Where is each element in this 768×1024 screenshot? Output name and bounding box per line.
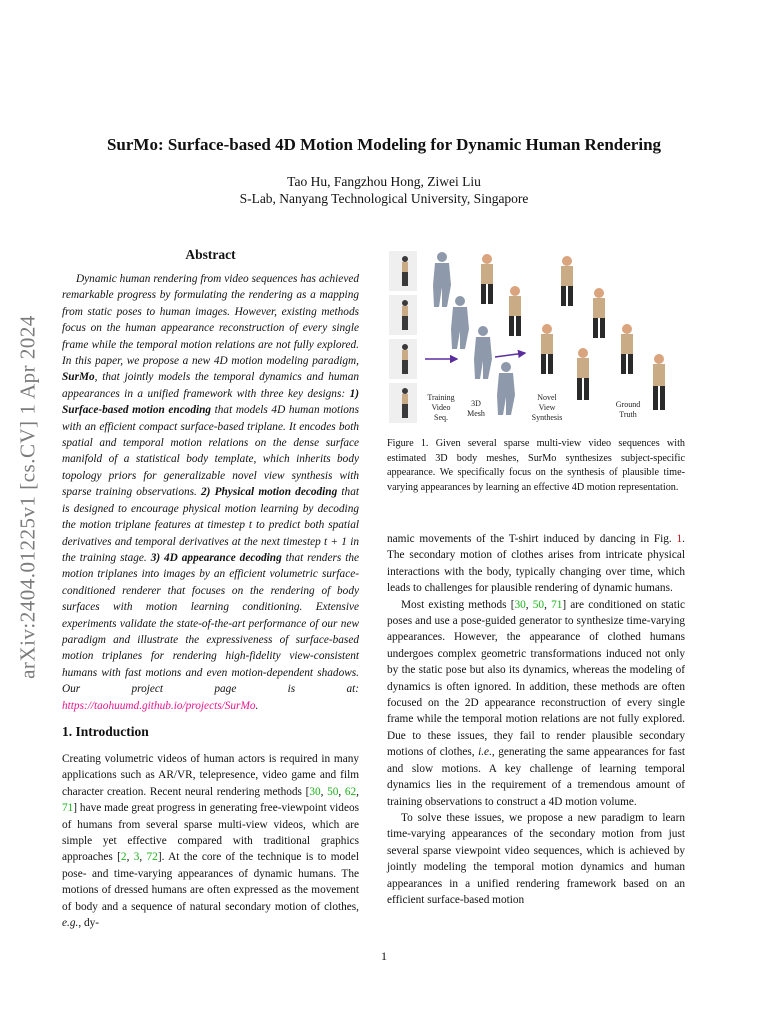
paragraph: namic movements of the T-shirt induced by dancing in Fig. 1. The secondary motion of clothes arises from intricate physical interactions with the body, typically changing over time, which leads to challenges for plausible rendering of dynamic humans. bbox=[387, 533, 685, 595]
citation-link[interactable]: 72 bbox=[146, 851, 158, 864]
figure-ref-link[interactable]: 1 bbox=[676, 533, 683, 545]
label-training: Training Video Seq. bbox=[427, 393, 455, 422]
arxiv-id: arXiv:2404.01225v1 [cs.CV] 1 Apr 2024 bbox=[15, 315, 40, 679]
mesh-figures bbox=[433, 252, 515, 415]
citation-link[interactable]: 3 bbox=[133, 851, 140, 864]
label-mesh: 3D Mesh bbox=[467, 399, 485, 418]
citation-link[interactable]: 71 bbox=[62, 802, 74, 815]
project-link[interactable]: https://taohuumd.github.io/projects/SurMo bbox=[62, 699, 256, 712]
intro-continued bbox=[387, 531, 685, 908]
surmo-name: SurMo bbox=[62, 371, 95, 384]
affiliation: S-Lab, Nanyang Technological University, Singapore bbox=[239, 191, 529, 206]
figure-1-caption: Figure 1. Given several sparse multi-view video sequences with estimated 3D body meshes, SurMo synthesizes subject-specific appearance. We specifically focus on the synthesis of plausible time-varying appearances by learning an effective 4D motion representation. bbox=[387, 438, 685, 493]
label-ground-truth: Ground Truth bbox=[615, 400, 641, 419]
authors: Tao Hu, Fangzhou Hong, Ziwei Liu bbox=[287, 174, 481, 189]
citation-link[interactable]: 50 bbox=[327, 785, 339, 798]
figure-1-image bbox=[387, 249, 685, 433]
intro-heading: 1. Introduction bbox=[62, 724, 149, 739]
citation-link[interactable]: 50 bbox=[532, 598, 545, 611]
citation-link[interactable]: 62 bbox=[344, 785, 357, 798]
citation-link[interactable]: 2 bbox=[120, 851, 127, 864]
paragraph: To solve these issues, we propose a new paradigm to learn time-varying appearances of the secondary motion from just several sparse viewpoint video sequences, which is achieved by jointly modeling the temporal motion dynamics and human appearances in a unified rendering framework based on an efficient surface-based motion bbox=[387, 811, 685, 906]
abstract-heading: Abstract bbox=[185, 247, 236, 262]
abstract-body: Dynamic human rendering from video sequences has achieved remarkable progress by formulating the rendering as a mapping from static poses to human images. However, existing methods focus on the human appearance reconstruction of every single frame while the temporal motion relations are not fully explored. In this paper, we propose a new 4D motion modeling paradigm, SurMo, that jointly models the temporal dynamics and human appearances in a unified framework with three key designs: 1) Surface-based motion encoding that models 4D human motions with an efficient compact surface-based triplane. It encodes both spatial and temporal motion relations on the dense surface manifold of a statistical body template, which inherits body topology priors for generalizable novel view synthesis with sparse training observations. 2) Physical motion decoding that is designed to encourage physical motion learning by decoding the motion triplane features at timestep t to predict both spatial derivatives and temporal derivatives at the next timestep t + 1 in the training stage. 3) 4D appearance decoding that renders the motion triplanes into images by an efficient volumetric surface-conditioned renderer that focuses on the rendering of body surfaces with motion learning conditioning. Extensive experiments validate the state-of-the-art performance of our new paradigm and illustrate the expressiveness of surface-based motion triplanes for rendering high-fidelity view-consistent humans with fast motions and even motion-dependent shadows. Our project page is at: https://taohuumd.github.io/projects/SurMo. bbox=[62, 273, 359, 712]
figure-1 bbox=[387, 249, 685, 433]
paragraph: Most existing methods [30, 50, 71] are conditioned on static poses and use a pose-guided generator to synthesize time-varying appearances. However, the appearance of clothed humans undergoes complex geometric transformations induced not only by the static pose but also its dynamics, whereas the modeling of dynamics is often ignored. In addition, these methods are often focused on the 2D appearance reconstruction of every single frame while the temporal motion relations are not fully explored. Due to these issues, they fail to render plausible secondary motions of clothes, i.e., generating the same appearances for fast and slow motions. A key challenge of learning temporal dynamics lies in the requirement of a tremendous amount of training observations to construct a 4D motion volume. bbox=[387, 598, 685, 808]
label-novel-view: Novel View Synthesis bbox=[531, 393, 563, 422]
training-frames bbox=[389, 251, 417, 423]
citation-link[interactable]: 71 bbox=[551, 598, 563, 611]
citation-link[interactable]: 30 bbox=[514, 598, 526, 611]
intro-body: Creating volumetric videos of human actors is required in many applications such as AR/VR, telepresence, video game and film character creation. Recent neural rendering methods [30, 50, 62, 71] have made great progress in generating free-viewpoint videos of humans from several sparse multi-view videos, which are simple yet effective compared with traditional graphics approaches [2, 3, 72]. At the core of the technique is to model pose- and time-varying appearances of dynamic humans. The motions of dressed humans are often expressed as the movement of body and a sequence of natural secondary motion of clothes, e.g., dy- bbox=[62, 753, 359, 930]
citation-link[interactable]: 30 bbox=[309, 785, 321, 798]
page-number: 1 bbox=[381, 949, 387, 963]
paper-title: SurMo: Surface-based 4D Motion Modeling for Dynamic Human Rendering bbox=[106, 135, 662, 154]
arxiv-watermark bbox=[8, 272, 48, 722]
